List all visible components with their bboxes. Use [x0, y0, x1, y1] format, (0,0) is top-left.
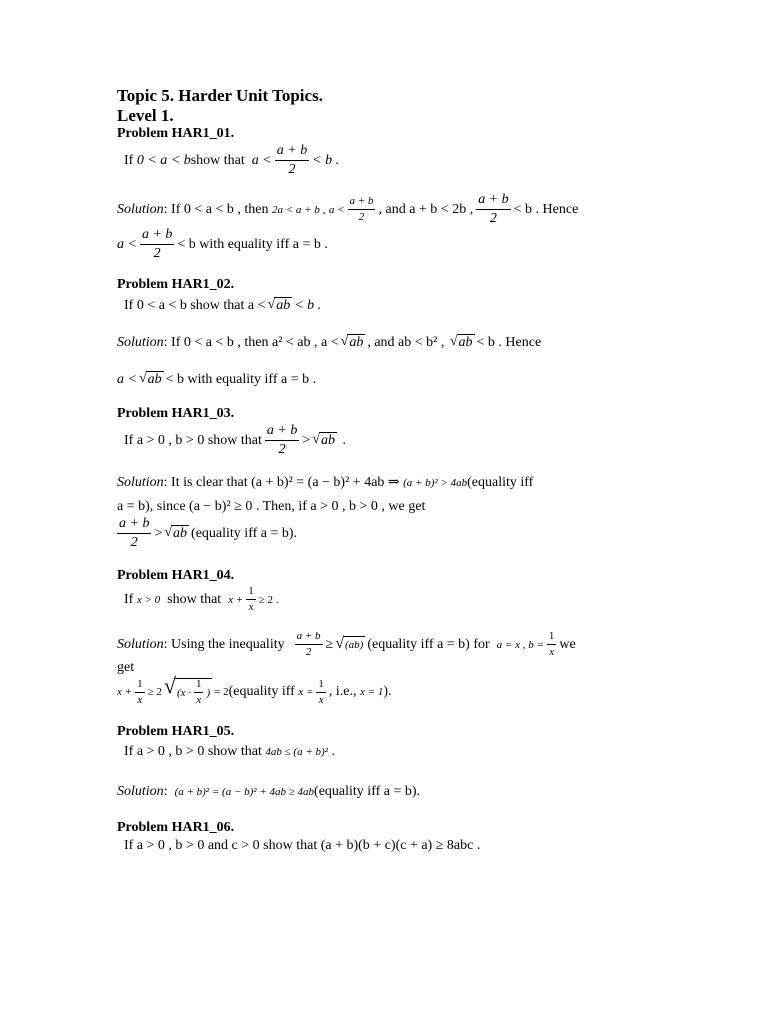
solution-text: , and a + b < 2b ,	[378, 201, 474, 217]
fraction-denominator: 2	[288, 162, 296, 177]
radicand-text: )	[206, 686, 211, 699]
fraction-numerator: 1	[547, 631, 557, 645]
solution-label: Solution	[117, 784, 164, 799]
solution-line	[117, 517, 677, 550]
fraction	[295, 631, 323, 658]
problem-statement: If 0 < a < b show that a < $\frac{a + b}{2}$ < b .	[124, 143, 340, 177]
fraction	[246, 586, 256, 613]
document-page	[117, 86, 677, 854]
fraction-numerator: a + b	[476, 193, 510, 210]
radicand: ab	[147, 372, 162, 387]
solution-text: ≥ 2	[147, 686, 162, 698]
solution-text: :	[163, 784, 168, 799]
fraction-numerator: 1	[316, 679, 326, 693]
solution-text: : Using the inequality	[163, 636, 285, 652]
fraction-denominator: 2	[305, 646, 312, 658]
fraction	[135, 679, 145, 706]
solution-text: (equality iff a = b).	[314, 784, 421, 799]
solution-text: x +	[117, 686, 133, 698]
solution-text: : If 0 < a < b , then a² < ab , a <	[163, 334, 339, 350]
statement-text: If a > 0 , b > 0 show that	[124, 432, 262, 448]
statement-text: If	[124, 152, 134, 168]
fraction	[316, 679, 326, 706]
solution-text: (equality iff	[467, 475, 534, 490]
solution-text: a = x , b =	[496, 638, 544, 651]
fraction	[348, 196, 376, 223]
solution-label: Solution	[117, 334, 164, 350]
solution-line	[117, 334, 677, 351]
square-root: √ ab	[267, 297, 291, 313]
problem-title: Problem HAR1_02.	[117, 277, 235, 292]
problem-statement	[117, 424, 677, 457]
fraction	[265, 424, 299, 457]
statement-text: >	[302, 432, 311, 448]
statement-text: If	[124, 591, 134, 607]
fraction	[547, 631, 557, 658]
radicand: ab	[458, 335, 473, 350]
solution-text: (a + b)² > 4ab	[403, 477, 468, 489]
solution-text: a <	[117, 371, 137, 387]
problem-statement	[117, 586, 677, 613]
solution-text: a <	[328, 203, 345, 216]
statement-text: If 0 < a < b show that a <	[124, 297, 266, 313]
square-root: √ ab	[312, 432, 335, 448]
solution-label: Solution	[117, 636, 164, 652]
solution-text: x =	[298, 686, 314, 698]
radicand: (ab)	[343, 636, 365, 653]
fraction-denominator: 2	[489, 211, 497, 226]
fraction-denominator: 2	[153, 246, 161, 261]
problem-title: Problem HAR1_03.	[117, 406, 235, 421]
solution-text: we	[559, 636, 576, 652]
problem-title: Problem HAR1_05.	[117, 724, 235, 739]
solution-text: < b with equality iff a = b .	[177, 236, 328, 252]
solution-text: : If 0 < a < b , then	[163, 201, 269, 217]
fraction	[275, 144, 309, 177]
radicand-text: (x ·	[176, 686, 191, 699]
solution-text: (a + b)² = (a − b)² + 4ab ≥ 4ab	[174, 786, 315, 798]
statement-text: If a > 0 , b > 0 show that	[124, 744, 262, 759]
square-root: √ ab	[449, 334, 473, 350]
square-root: √ ab	[164, 525, 188, 541]
fraction	[140, 228, 174, 261]
solution-text: < b with equality iff a = b .	[165, 371, 317, 387]
statement-text: .	[342, 432, 346, 448]
statement-text: x +	[228, 593, 244, 606]
solution-text: < b . Hence	[476, 334, 542, 350]
radicand: ab	[349, 335, 364, 350]
statement-text: 4ab ≤ (a + b)²	[265, 746, 328, 758]
level-heading: Level 1.	[117, 106, 174, 125]
fraction-denominator: 2	[278, 442, 286, 457]
solution-line	[117, 371, 677, 388]
solution-line	[117, 784, 677, 800]
solution-text: < b . Hence	[513, 201, 579, 217]
fraction-numerator: 1	[246, 586, 256, 600]
solution-line	[117, 475, 677, 491]
solution-text: (equality iff a = b) for	[367, 636, 490, 652]
solution-text: >	[154, 525, 163, 541]
radicand	[175, 678, 212, 706]
statement-condition: x > 0	[136, 593, 161, 606]
fraction-denominator: x	[318, 693, 324, 706]
solution-text: (equality iff	[228, 684, 295, 699]
problem-statement: If a > 0 , b > 0 and c > 0 show that (a + b)(b + c)(c + a) ≥ 8abc .	[124, 838, 481, 853]
solution-label: Solution	[117, 201, 164, 217]
fraction-numerator: a + b	[140, 228, 174, 245]
fraction	[117, 517, 151, 550]
topic-heading: Topic 5. Harder Unit Topics.	[117, 86, 323, 105]
problem-title: Problem HAR1_06.	[117, 820, 235, 835]
fraction-numerator: a + b	[275, 144, 309, 161]
solution-text: 2a < a + b ,	[272, 203, 326, 216]
statement-text: show that	[190, 152, 245, 168]
solution-line	[117, 228, 677, 261]
solution-label: Solution	[117, 475, 164, 490]
solution-text: (equality iff a = b).	[191, 525, 298, 541]
solution-text: , and ab < b² ,	[367, 334, 445, 350]
fraction-denominator: x	[196, 694, 202, 706]
solution-line	[117, 193, 677, 226]
fraction-numerator: a + b	[348, 196, 376, 210]
problem-title: Problem HAR1_04.	[117, 568, 235, 583]
radicand: ab	[276, 298, 291, 313]
fraction-denominator: x	[137, 693, 143, 706]
problem-title: Problem HAR1_01.	[117, 126, 235, 141]
square-root: √ ab	[138, 371, 162, 387]
square-root: √ ab	[340, 334, 364, 350]
solution-line	[117, 499, 677, 515]
solution-text: , i.e.,	[328, 684, 357, 699]
fraction-numerator: 1	[135, 679, 145, 693]
problem-statement	[117, 744, 677, 760]
statement-condition: 0 < a < b	[136, 152, 191, 168]
solution-line	[117, 631, 677, 658]
fraction-numerator: a + b	[117, 517, 151, 534]
fraction	[476, 193, 510, 226]
fraction-numerator: a + b	[295, 631, 323, 645]
solution-text: ≥	[325, 636, 334, 652]
problem-statement	[117, 297, 677, 314]
solution-text: ).	[383, 684, 392, 699]
statement-text: .	[331, 744, 335, 759]
solution-text: get	[117, 660, 135, 675]
statement-text: ≥ 2 .	[258, 593, 279, 606]
solution-line	[117, 660, 677, 676]
square-root: √ (x · $\frac{1}{x}$ )	[163, 673, 211, 706]
fraction-denominator: 2	[358, 211, 365, 223]
solution-text: a = b), since (a − b)² ≥ 0 . Then, if a > 0 , b > 0 , we get	[117, 499, 426, 514]
solution-text: = 2	[214, 686, 229, 698]
fraction-denominator: 2	[130, 535, 138, 550]
fraction-denominator: x	[248, 601, 254, 613]
fraction-numerator: 1	[194, 679, 204, 693]
fraction-denominator: x	[549, 646, 555, 658]
radicand: ab	[320, 433, 335, 448]
solution-line	[117, 673, 677, 706]
radicand: ab	[173, 526, 188, 541]
fraction	[194, 679, 204, 706]
solution-text: x = 1	[360, 686, 384, 698]
solution-text: a <	[117, 236, 137, 252]
square-root: √ (ab)	[335, 635, 364, 652]
solution-text: : It is clear that (a + b)² = (a − b)² + 4ab ⇒	[163, 475, 400, 490]
statement-text: < b .	[294, 297, 322, 313]
fraction-numerator: a + b	[265, 424, 299, 441]
statement-text: show that	[167, 591, 222, 607]
